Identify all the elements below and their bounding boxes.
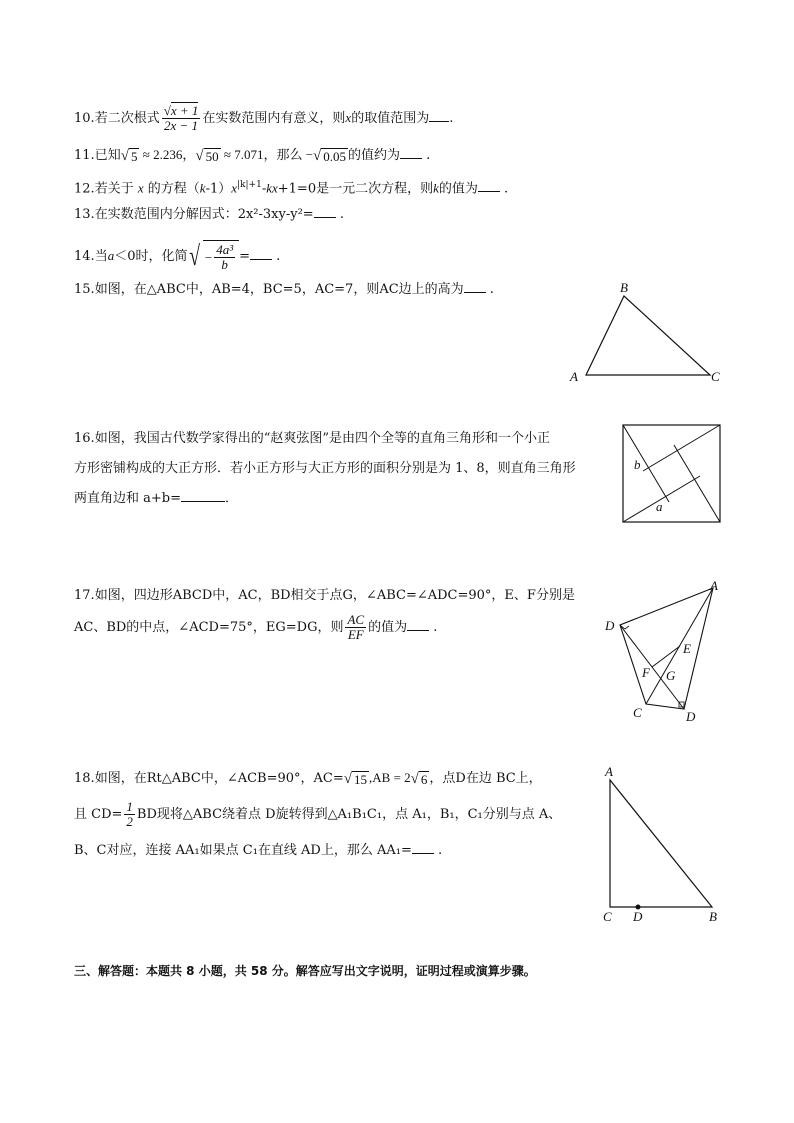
sqrt-6: √ 6: [410, 770, 428, 787]
label-a: A: [710, 578, 718, 593]
sqrt-0-05: √ 0.05: [313, 147, 347, 164]
triangle-abc: [610, 780, 712, 907]
question-18: 18.如图，在Rt△ABC中，∠ACB=90°，AC= √ 15 ,AB = 2 √ 6 ，点D在边 BC上， 且 CD= $\frac{1}{2}$ BD现将△ABC绕着点 D旋转得到△A₁B₁C₁，点 A₁，B₁，C₁分别与点 A、 B、C对应，连接 AA₁如果点 C₁在直线 AD上，那么 AA₁= .: [74, 770, 562, 858]
question-number: 16.: [74, 431, 95, 446]
triangle-abc: [586, 296, 710, 375]
figure-16-zhaoshuang-diagram: [620, 423, 724, 525]
label-d: D: [686, 709, 696, 724]
sqrt-50: √ 50: [195, 147, 219, 164]
question-12: 12.若关于 x 的方程$(k-1)x^{|k|+1}-kx+1=0$是一元二次方程，则k的值为 .: [74, 180, 509, 197]
answer-blank[interactable]: [429, 109, 449, 122]
question-15: 15.如图，在△ABC中，AB=4，BC=5，AC=7，则AC边上的高为 .: [74, 282, 494, 297]
label-d-top: D: [605, 618, 615, 633]
label-c: C: [603, 909, 612, 924]
fraction-ac-ef: $\frac{AC}{EF}$: [347, 612, 365, 642]
question-16: 16.如图，我国古代数学家得出的“赵爽弦图”是由四个全等的直角三角形和一个小正 方形密铺构成的大正方形．若小正方形与大正方形的面积分别是为 1、8，则直角三角形 两直角边和 a+b= ．: [74, 431, 576, 506]
figure-17-quadrilateral: [600, 578, 730, 726]
label-a: A: [570, 369, 578, 384]
answer-blank[interactable]: [250, 247, 272, 260]
label-e: E: [683, 641, 691, 656]
label-a: A: [605, 764, 613, 779]
question-17: 17.如图，四边形ABCD中，AC，BD相交于点G，∠ABC=∠ADC=90°，E、F分别是 AC、BD的中点，∠ACD=75°，EG=DG，则 $\frac{AC}{EF}$ 的值为 .: [74, 588, 575, 642]
label-d: D: [633, 909, 643, 924]
quadrilateral-abcd: [620, 588, 713, 709]
question-number: 18.: [74, 771, 95, 786]
question-number: 13.: [74, 207, 95, 222]
radical-expression: √ − $\frac{\text{4a³}}{b}$: [187, 240, 239, 274]
label-c: C: [711, 369, 720, 384]
label-b: B: [709, 909, 717, 924]
label-c: C: [633, 705, 642, 720]
label-b: b: [634, 457, 641, 472]
big-square: [623, 425, 720, 522]
question-number: 14.: [74, 249, 95, 264]
answer-blank[interactable]: [181, 489, 225, 502]
label-g: G: [666, 668, 676, 683]
figure-15-triangle: [560, 278, 730, 388]
section-heading-3: 三、解答题：本题共 8 小题，共 58 分。解答应写出文字说明，证明过程或演算步骤。: [74, 964, 536, 978]
question-number: 12.: [74, 181, 95, 197]
question-number: 17.: [74, 588, 95, 603]
answer-blank[interactable]: [478, 179, 500, 192]
answer-blank[interactable]: [400, 146, 422, 159]
sqrt-15: √ 15: [343, 770, 368, 787]
label-a: a: [656, 499, 663, 514]
question-13: 13.在实数范围内分解因式：2x²-3xy-y²= .: [74, 207, 344, 222]
answer-blank[interactable]: [407, 618, 429, 631]
figure-18-right-triangle: [598, 764, 728, 924]
answer-blank[interactable]: [314, 205, 336, 218]
question-10: 10.若二次根式 $\frac{√x + 1}{2x - 1}$ 在实数范围内有意义，则x的取值范围为 .: [74, 103, 454, 133]
radical-expression: $\frac{√x + 1}{2x - 1}$: [163, 103, 199, 133]
question-number: 10.: [74, 111, 95, 126]
question-number: 11.: [74, 148, 95, 163]
label-b: B: [620, 280, 628, 295]
question-11: 11.已知 √ 5 ≈ 2.236， √ 50 ≈ 7.071，那么 − √ 0.05 的值约为 .: [74, 147, 431, 164]
question-14: 14.当a＜0时，化简 √ − $\frac{\text{4a³}}{b}$ = .: [74, 240, 281, 272]
fraction-half: $\frac{1}{2}$: [126, 799, 133, 829]
label-f: F: [642, 665, 650, 680]
question-number: 15.: [74, 282, 95, 297]
answer-blank[interactable]: [464, 280, 486, 293]
sqrt-5: √ 5: [120, 147, 138, 164]
answer-blank[interactable]: [412, 841, 434, 854]
